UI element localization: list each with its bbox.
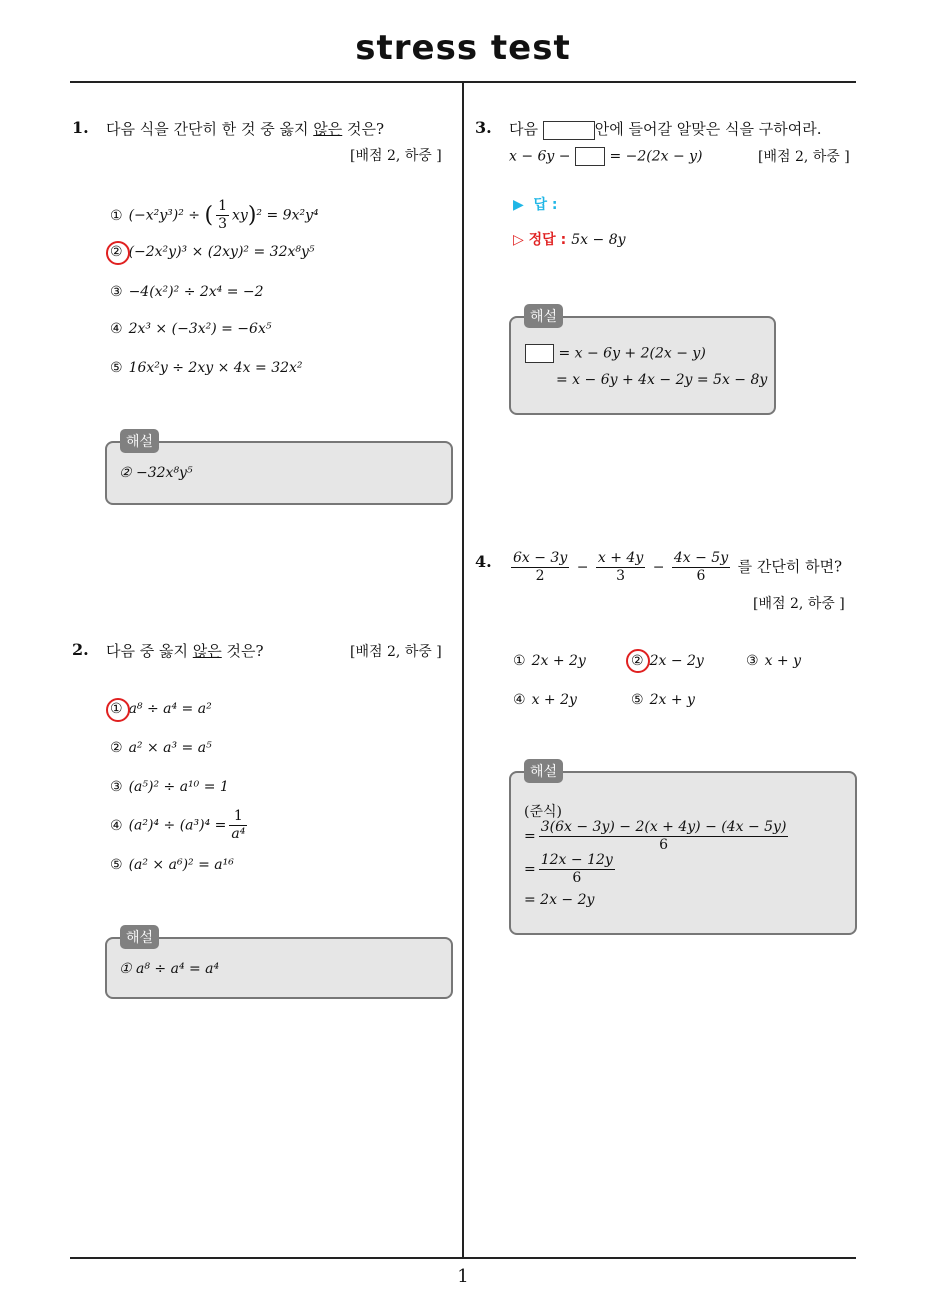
question-number: 1. xyxy=(72,118,89,137)
answer-label: ▶ 답 : xyxy=(513,197,558,213)
denominator: a⁴ xyxy=(231,826,246,842)
choice-number: ③ xyxy=(110,284,123,300)
numerator: 1 xyxy=(229,808,247,826)
choice-5[interactable] xyxy=(631,692,695,708)
choice-number: ⑤ xyxy=(110,360,123,376)
equals-sign: = xyxy=(524,828,536,845)
page-title: stress test xyxy=(355,28,571,68)
answer-mark-circle xyxy=(106,698,130,722)
correct-value: 5x − 8y xyxy=(571,232,626,248)
question-text: 를 간단히 하면? xyxy=(737,557,843,576)
choice-text: a⁸ ÷ a⁴ = a² xyxy=(128,701,212,717)
denominator: 6 xyxy=(572,870,582,886)
choice-text: x + y xyxy=(764,653,801,669)
text-part: 다음 중 옳지 xyxy=(106,642,193,660)
underlined-word: 않은 xyxy=(192,642,222,660)
choice-text: (−x²y³)² ÷ xyxy=(128,207,201,224)
choice-3[interactable] xyxy=(110,779,229,795)
choice-number: ④ xyxy=(513,692,526,708)
choice-1[interactable] xyxy=(513,653,586,669)
choice-text: (−2x²y)³ × (2xy)² = 32x⁸y⁵ xyxy=(128,244,315,260)
question-number: 4. xyxy=(475,552,492,571)
blank-box xyxy=(543,121,595,140)
solution-line-2: = x − 6y + 4x − 2y = 5x − 8y xyxy=(556,372,768,388)
choice-2[interactable] xyxy=(110,740,212,756)
question-equation xyxy=(509,147,703,166)
page-number: 1 xyxy=(457,1266,469,1287)
equation-part: x − 6y − xyxy=(509,148,571,165)
numerator: x + 4y xyxy=(597,550,644,566)
choice-number: ② xyxy=(631,653,644,669)
numerator: 6x − 3y xyxy=(513,550,568,566)
solution-tag: 해설 xyxy=(120,429,159,453)
choice-text: (a² × a⁶)² = a¹⁶ xyxy=(128,857,234,873)
solution-line-1 xyxy=(524,819,791,854)
answer-mark-circle xyxy=(626,649,650,673)
choice-3[interactable] xyxy=(746,653,801,669)
numerator: 4x − 5y xyxy=(673,550,729,566)
fraction xyxy=(539,852,615,887)
solution-text: ② −32x⁸y⁵ xyxy=(119,465,193,481)
choice-4[interactable] xyxy=(110,808,250,843)
solution-tag: 해설 xyxy=(524,304,563,328)
question-number: 3. xyxy=(475,118,492,137)
paren-open: ( xyxy=(204,203,214,228)
answer-mark-circle xyxy=(106,241,130,265)
equals-sign: = xyxy=(524,861,536,878)
paren-close: ) xyxy=(247,203,257,228)
solution-line-3: = 2x − 2y xyxy=(524,892,595,908)
choice-text: x + 2y xyxy=(531,692,577,708)
fraction xyxy=(672,550,730,585)
solution-head: (준식) xyxy=(524,804,562,820)
solution-box xyxy=(509,316,776,415)
fraction xyxy=(596,550,645,585)
choice-5[interactable] xyxy=(110,857,234,873)
text-part: 것은? xyxy=(221,642,264,660)
choice-text: 2x³ × (−3x²) = −6x⁵ xyxy=(128,321,272,337)
choice-5[interactable] xyxy=(110,360,303,376)
choice-number: ② xyxy=(110,244,123,260)
choice-number: ⑤ xyxy=(631,692,644,708)
choice-text: ² = 9x²y⁴ xyxy=(256,207,319,224)
choice-text: 2x − 2y xyxy=(649,653,704,669)
equation-part: = −2(2x − y) xyxy=(609,148,703,165)
numerator: 12x − 12y xyxy=(540,852,613,868)
solution-text: = x − 6y + 2(2x − y) xyxy=(558,345,706,362)
question-number: 2. xyxy=(72,640,89,659)
question-meta: [배점 2, 하중 ] xyxy=(753,596,845,612)
choice-number: ① xyxy=(110,207,123,224)
denominator: 3 xyxy=(616,568,626,584)
question-meta: [배점 2, 하중 ] xyxy=(758,149,850,165)
denominator: 6 xyxy=(696,568,706,584)
choice-text: (a²)⁴ ÷ (a³)⁴ = xyxy=(128,817,227,834)
text-part: 안에 들어갈 알맞은 식을 구하여라. xyxy=(594,120,822,138)
choice-number: ④ xyxy=(110,321,123,337)
denominator: 3 xyxy=(218,216,228,232)
numerator: 3(6x − 3y) − 2(x + 4y) − (4x − 5y) xyxy=(540,819,787,835)
choice-3[interactable] xyxy=(110,284,264,300)
blank-box xyxy=(525,344,554,363)
text-part: 다음 xyxy=(509,120,538,138)
choice-2[interactable] xyxy=(110,244,315,260)
solution-box xyxy=(509,771,857,935)
minus-sign: − xyxy=(576,559,589,576)
minus-sign: − xyxy=(652,559,665,576)
fraction xyxy=(229,808,247,843)
choice-4[interactable] xyxy=(513,692,577,708)
question-text xyxy=(509,118,821,140)
solution-text: ① a⁸ ÷ a⁴ = a⁴ xyxy=(119,961,220,977)
choice-number: ① xyxy=(513,653,526,669)
denominator: 6 xyxy=(659,837,669,853)
choice-text: 2x + y xyxy=(649,692,695,708)
denominator: 2 xyxy=(535,568,545,584)
question-text xyxy=(106,118,384,139)
blank-box xyxy=(575,147,605,166)
question-text xyxy=(106,640,264,661)
solution-line-2 xyxy=(524,852,618,887)
choice-number: ③ xyxy=(110,779,123,795)
choice-text: −4(x²)² ÷ 2x⁴ = −2 xyxy=(128,284,264,300)
choice-number: ③ xyxy=(746,653,759,669)
choice-text: 16x²y ÷ 2xy × 4x = 32x² xyxy=(128,360,303,376)
fraction xyxy=(539,819,789,854)
underlined-word: 않은 xyxy=(313,120,343,138)
correct-answer xyxy=(513,229,626,249)
choice-text: (a⁵)² ÷ a¹⁰ = 1 xyxy=(128,779,229,795)
choice-number: ⑤ xyxy=(110,857,123,873)
column-divider xyxy=(462,82,464,1258)
solution-tag: 해설 xyxy=(524,759,563,783)
numerator: 1 xyxy=(218,198,228,214)
choice-text: 2x + 2y xyxy=(531,653,586,669)
text-part: 다음 식을 간단히 한 것 중 옳지 xyxy=(106,120,314,138)
choice-4[interactable] xyxy=(110,321,271,337)
solution-tag: 해설 xyxy=(120,925,159,949)
choice-number: ④ xyxy=(110,817,123,834)
question-expression xyxy=(508,550,842,585)
choice-number: ① xyxy=(110,701,123,717)
solution-line-1 xyxy=(525,344,706,363)
choice-text: xy xyxy=(232,207,248,224)
choice-text: a² × a³ = a⁵ xyxy=(128,740,212,756)
fraction xyxy=(216,198,229,233)
correct-label: ▷ 정답 : xyxy=(513,232,567,248)
fraction xyxy=(511,550,569,585)
footer-rule xyxy=(70,1257,856,1259)
choice-1[interactable] xyxy=(110,198,319,233)
question-meta: [배점 2, 하중 ] xyxy=(350,644,442,660)
question-meta: [배점 2, 하중 ] xyxy=(350,148,442,164)
choice-number: ② xyxy=(110,740,123,756)
text-part: 것은? xyxy=(342,120,385,138)
